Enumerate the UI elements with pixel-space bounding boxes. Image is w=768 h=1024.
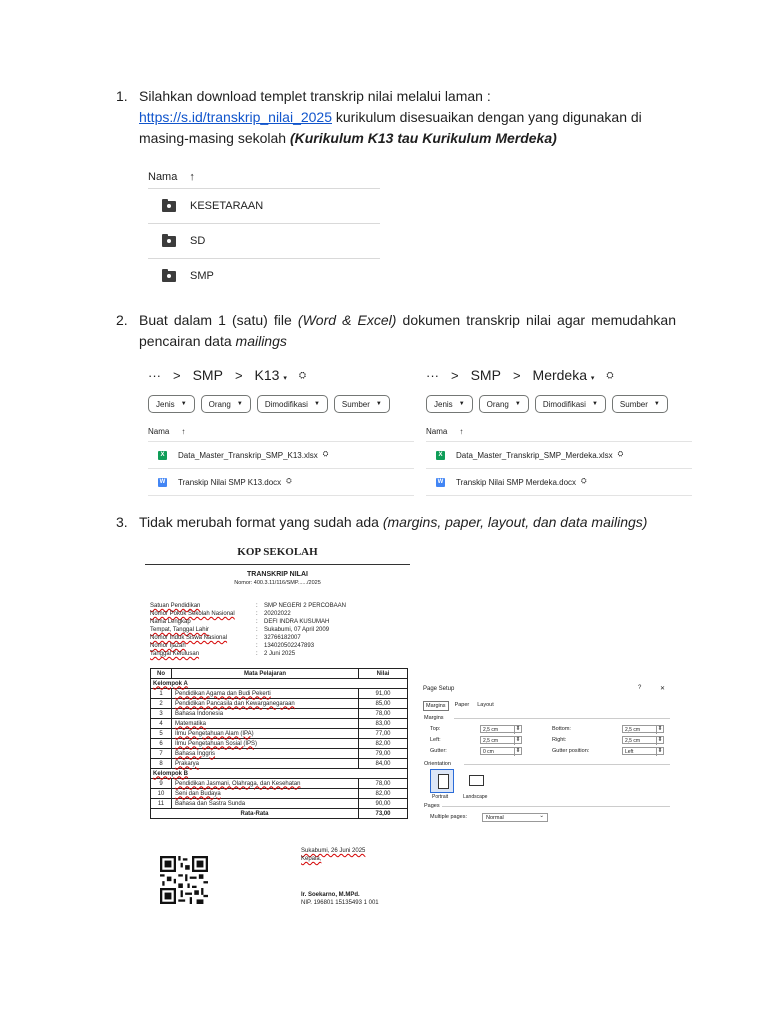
step-3 [116, 512, 676, 533]
info-colon: : [256, 619, 258, 625]
shared-people-icon: ⛭ [581, 478, 587, 485]
caret-down-icon: ▼ [313, 401, 320, 407]
caret-down-icon: ▼ [458, 401, 465, 407]
folder-row-sd[interactable] [148, 224, 380, 259]
chevron-right-icon: > [234, 367, 243, 383]
bottom-label: Bottom: [552, 726, 571, 732]
shared-people-icon: ⛭ [322, 451, 329, 458]
total-label: Rata-Rata [151, 809, 359, 819]
step-1 [116, 86, 676, 149]
table-row [151, 699, 408, 709]
folder-name: KESETARAAN [190, 200, 264, 212]
info-value: 134020502247893 [264, 643, 315, 649]
portrait-page-icon [438, 774, 449, 789]
filter-label: Orang [208, 399, 231, 409]
landscape-page-icon [469, 775, 484, 786]
pages-section-label: Pages [424, 803, 440, 809]
step-2 [116, 310, 676, 352]
row-no: 9 [151, 779, 172, 789]
row-nilai: 85,00 [359, 699, 408, 709]
file-row-docx[interactable] [426, 469, 692, 496]
transkrip-link[interactable]: https://s.id/transkrip_nilai_2025 [139, 109, 332, 125]
step-1-text [139, 86, 676, 149]
row-mapel: Matematika [172, 719, 359, 729]
row-no: 2 [151, 699, 172, 709]
row-mapel: Prakarya [172, 759, 359, 769]
transcript-title: TRANSKRIP NILAI [247, 571, 308, 578]
row-nilai: 83,00 [359, 719, 408, 729]
shared-people-icon: ⛭ [617, 451, 624, 458]
filter-label: Sumber [341, 399, 370, 409]
table-row [151, 759, 408, 769]
info-row [150, 626, 410, 634]
table-row [151, 749, 408, 759]
row-mapel: Bahasa dan Sastra Sunda [172, 799, 359, 809]
info-colon: : [256, 627, 258, 633]
step-1-text-b: kurikulum disesuaikan dengan yang digunakan di masing-masing sekolah [139, 109, 642, 146]
info-row [150, 618, 410, 626]
portrait-label: Portrait [432, 794, 449, 800]
qr-code-icon [160, 856, 208, 904]
chevron-right-icon: > [512, 367, 521, 383]
right-label: Right: [552, 737, 567, 743]
more-icon[interactable]: ··· [148, 367, 161, 383]
row-nilai: 90,00 [359, 799, 408, 809]
step-2-italic: (Word & Excel) [297, 312, 397, 328]
excel-icon: X [158, 451, 167, 460]
group-row [151, 769, 408, 779]
row-mapel: Pendidikan Pancasila dan Kewarganegaraan [172, 699, 359, 709]
row-nilai: 79,00 [359, 749, 408, 759]
sign-place-date: Sukabumi, 26 Juni 2025 [301, 848, 366, 854]
name-column-header[interactable]: Nama [148, 171, 178, 183]
filter-bar [426, 395, 692, 413]
row-nilai: 77,00 [359, 729, 408, 739]
tab-margins[interactable]: Margins [423, 701, 449, 711]
file-row-xlsx[interactable] [148, 442, 414, 469]
gutter-label: Gutter: [430, 748, 447, 754]
row-nilai: 84,00 [359, 759, 408, 769]
name-column-header[interactable]: Nama [426, 426, 448, 436]
total-value: 73,00 [359, 809, 408, 819]
row-mapel: Pendidikan Jasmani, Olahraga, dan Kesehatan [172, 779, 359, 789]
info-colon: : [256, 635, 258, 641]
filter-label: Sumber [619, 399, 648, 409]
caret-down-icon: ▾ [590, 375, 595, 382]
caret-down-icon: ▼ [236, 401, 243, 407]
step-2-text [139, 310, 676, 352]
row-no: 10 [151, 789, 172, 799]
breadcrumb [426, 366, 692, 384]
drive-panel-k13 [148, 366, 414, 496]
row-mapel: Seni dan Budaya [172, 789, 359, 799]
row-nilai: 91,00 [359, 689, 408, 699]
landscape-option[interactable] [465, 769, 489, 793]
gutter-position-select[interactable]: Left ⬍ [622, 747, 664, 755]
sign-role: Kepala, [301, 856, 322, 862]
col-mapel: Mata Pelajaran [172, 669, 359, 679]
step-2-text-a: Buat dalam 1 (satu) file [139, 312, 298, 328]
filter-label: Jenis [156, 399, 175, 409]
row-nilai: 78,00 [359, 709, 408, 719]
info-key: Satuan Pendidikan [150, 603, 201, 609]
section-divider [442, 806, 670, 807]
portrait-option[interactable] [430, 769, 454, 793]
multiple-pages-select[interactable]: Normal ⌄ [482, 813, 548, 822]
shared-people-icon: ⛭ [298, 369, 307, 380]
table-row [151, 739, 408, 749]
row-no: 5 [151, 729, 172, 739]
file-name: Data_Master_Transkrip_SMP_Merdeka.xlsx [456, 450, 613, 460]
filter-label: Orang [486, 399, 509, 409]
gutter-input[interactable]: 0 cm ⬍ [480, 747, 522, 755]
table-row [151, 719, 408, 729]
row-no: 8 [151, 759, 172, 769]
shared-people-icon: ⛭ [606, 369, 614, 380]
filter-orang[interactable] [201, 395, 251, 413]
info-key: Nomor Pokok Sekolah Nasional [150, 611, 235, 617]
step-1-text-a: Silahkan download templet transkrip nilai melalui laman : [139, 88, 491, 104]
row-mapel: Ilmu Pengetahuan Sosial (IPS) [172, 739, 359, 749]
step-3-text-a: Tidak merubah format yang sudah ada [139, 514, 383, 530]
shared-people-icon: ⛭ [286, 478, 292, 485]
shared-folder-icon [162, 201, 176, 212]
filter-jenis[interactable] [426, 395, 473, 413]
section-divider [454, 718, 670, 719]
margins-section-label: Margins [424, 715, 444, 721]
right-margin-input[interactable]: 2,5 cm ⬍ [622, 736, 664, 744]
info-row [150, 610, 410, 618]
top-label: Top: [430, 726, 441, 732]
shared-folder-icon [162, 236, 176, 247]
folder-list [148, 166, 380, 293]
row-no: 11 [151, 799, 172, 809]
info-value: 20202022 [264, 611, 291, 617]
name-column-header[interactable]: Nama [148, 426, 170, 436]
grades-table [150, 668, 408, 819]
info-colon: : [256, 603, 258, 609]
file-list-header[interactable] [426, 421, 692, 442]
excel-icon: X [436, 451, 445, 460]
step-number: 3. [116, 514, 128, 530]
orientation-section-label: Orientation [424, 761, 451, 767]
step-number: 2. [116, 312, 128, 328]
row-no: 3 [151, 709, 172, 719]
filter-label: Dimodifikasi [542, 399, 586, 409]
breadcrumb-smp[interactable]: SMP [192, 367, 223, 383]
info-key: Nomor Induk Siswa Nasional [150, 635, 228, 641]
table-header [151, 669, 408, 679]
filter-label: Jenis [434, 399, 453, 409]
breadcrumb-current-label: K13 [254, 367, 280, 383]
col-no: No [151, 669, 172, 679]
arrow-up-icon[interactable]: ↑ [459, 426, 464, 436]
folder-row-kesetaraan[interactable] [148, 189, 380, 224]
info-value: Sukabumi, 07 April 2009 [264, 627, 330, 633]
file-list-header[interactable] [148, 421, 414, 442]
word-icon: W [437, 479, 444, 485]
folder-list-header[interactable] [148, 166, 380, 189]
caret-down-icon: ▼ [180, 401, 187, 407]
breadcrumb-current-label: Merdeka [532, 367, 587, 383]
row-nilai: 78,00 [359, 779, 408, 789]
table-row [151, 779, 408, 789]
total-row [151, 809, 408, 819]
row-mapel: Pendidikan Agama dan Budi Pekerti [172, 689, 359, 699]
table-row [151, 709, 408, 719]
folder-name: SMP [190, 270, 214, 282]
info-value: DEFI INDRA KUSUMAH [264, 619, 330, 625]
info-key: Tanggal Kelulusan [150, 651, 200, 657]
breadcrumb-current[interactable] [255, 367, 287, 383]
row-nilai: 82,00 [359, 739, 408, 749]
multiple-pages-label: Multiple pages: [430, 814, 467, 820]
sign-name: Ir. Soekarno, M.MPd. [301, 892, 360, 898]
filter-label: Dimodifikasi [264, 399, 308, 409]
section-divider [464, 764, 670, 765]
info-row [150, 634, 410, 642]
table-row [151, 789, 408, 799]
row-mapel: Bahasa Indonesia [172, 709, 359, 719]
file-name: Data_Master_Transkrip_SMP_K13.xlsx [178, 450, 318, 460]
caret-down-icon: ▼ [653, 401, 660, 407]
filter-orang[interactable] [479, 395, 529, 413]
left-label: Left: [430, 737, 441, 743]
info-value: 32766182007 [264, 635, 301, 641]
filter-sumber[interactable] [612, 395, 668, 413]
row-nilai: 82,00 [359, 789, 408, 799]
table-row [151, 729, 408, 739]
chevron-right-icon: > [173, 367, 181, 383]
caret-down-icon: ▼ [591, 401, 598, 407]
top-margin-input[interactable]: 2,5 cm ⬍ [480, 725, 522, 733]
breadcrumb-current[interactable] [533, 367, 595, 383]
info-colon: : [256, 611, 258, 617]
sign-nip: NIP. 196801 15135493 1 001 [301, 900, 379, 906]
info-row [150, 650, 410, 658]
help-icon[interactable]: ? [638, 685, 642, 691]
filter-jenis[interactable] [148, 395, 195, 413]
folder-name: SD [190, 235, 206, 247]
bottom-margin-input[interactable]: 2,5 cm ⬍ [622, 725, 664, 733]
left-margin-input[interactable]: 2,5 cm ⬍ [480, 736, 522, 744]
caret-down-icon: ▾ [283, 375, 287, 382]
info-key: Nama Lengkap [150, 619, 191, 625]
caret-down-icon: ▼ [375, 401, 382, 407]
file-name: Transkip Nilai SMP Merdeka.docx [456, 477, 577, 487]
tab-paper[interactable]: Paper [454, 702, 470, 708]
row-no: 4 [151, 719, 172, 729]
file-row-docx[interactable] [148, 469, 414, 496]
arrow-up-icon[interactable]: ↑ [181, 426, 186, 436]
filter-bar [148, 395, 414, 413]
row-mapel: Ilmu Pengetahuan Alam (IPA) [172, 729, 359, 739]
col-nilai: Nilai [359, 669, 408, 679]
file-row-xlsx[interactable] [426, 442, 692, 469]
step-3-italic: (margins, paper, layout, dan data mailings) [382, 514, 648, 530]
info-key: Tempat, Tanggal Lahir [150, 627, 209, 633]
step-2-italic-2: mailings [235, 333, 287, 349]
info-row [150, 642, 410, 650]
row-no: 1 [151, 689, 172, 699]
step-2-text-b: dokumen transkrip nilai agar memudahkan pencairan data [139, 312, 676, 349]
table-row [151, 799, 408, 809]
info-colon: : [256, 651, 258, 657]
filter-dimodifikasi[interactable] [257, 395, 328, 413]
transcript-document [145, 540, 413, 920]
file-name: Transkip Nilai SMP K13.docx [178, 477, 282, 487]
more-icon[interactable]: ··· [426, 367, 439, 383]
filter-dimodifikasi[interactable] [535, 395, 606, 413]
tab-layout[interactable]: Layout [477, 702, 494, 708]
landscape-label: Landscape [463, 794, 488, 800]
group-row [151, 679, 408, 689]
drive-panel-merdeka [426, 366, 692, 496]
kop-sekolah: KOP SEKOLAH [145, 540, 410, 565]
row-mapel: Bahasa Inggris [172, 749, 359, 759]
filter-sumber[interactable] [334, 395, 390, 413]
info-row [150, 602, 410, 610]
transcript-number: Nomor: 400.3.11/116/SMP....../2025 [234, 580, 321, 586]
info-value: 2 Juni 2025 [264, 651, 296, 657]
breadcrumb-smp[interactable]: SMP [470, 367, 501, 383]
info-key: Nomor Ijazah [150, 643, 186, 649]
caret-down-icon: ▼ [514, 401, 521, 407]
info-value: SMP NEGERI 2 PERCOBAAN [264, 603, 346, 609]
close-icon[interactable]: ✕ [660, 686, 666, 692]
shared-folder-icon [162, 271, 176, 282]
step-3-text [139, 512, 676, 533]
step-1-bold: (Kurikulum K13 tau Kurikulum Merdeka) [289, 130, 557, 146]
page-setup-dialog [420, 682, 674, 830]
table-row [151, 689, 408, 699]
step-number: 1. [116, 88, 128, 104]
gutter-position-label: Gutter position: [552, 748, 590, 754]
arrow-up-icon[interactable]: ↑ [189, 171, 195, 183]
word-icon: W [159, 479, 166, 485]
chevron-right-icon: > [451, 367, 459, 383]
row-no: 7 [151, 749, 172, 759]
group-label: Kelompok A [151, 679, 408, 689]
breadcrumb [148, 366, 414, 384]
dialog-tabs [423, 701, 496, 711]
group-label: Kelompok B [151, 769, 408, 779]
student-info [150, 602, 410, 658]
folder-row-smp[interactable] [148, 259, 380, 293]
info-colon: : [256, 643, 258, 649]
row-no: 6 [151, 739, 172, 749]
dialog-title: Page Setup [423, 686, 455, 692]
